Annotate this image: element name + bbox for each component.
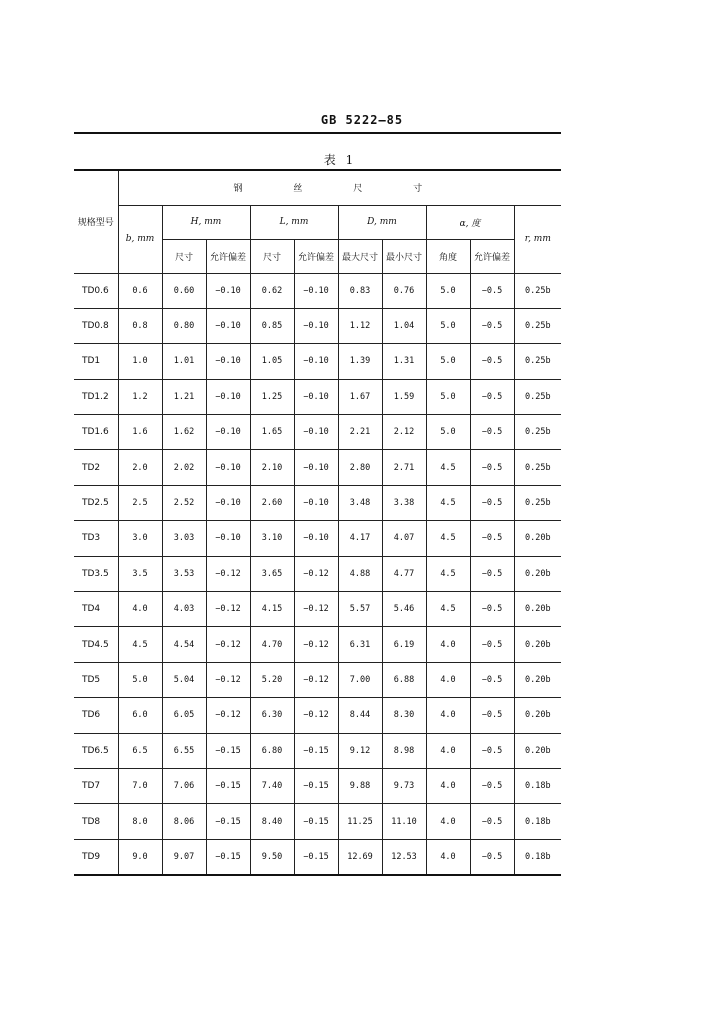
group-header: 钢 丝 尺 寸 <box>118 170 561 205</box>
alpha-tolerance-header: 允许偏差 <box>470 239 514 273</box>
table-cell: −0.10 <box>206 308 250 343</box>
table-cell: 0.25b <box>514 344 561 379</box>
table-cell: 1.0 <box>118 344 162 379</box>
table-cell: 8.06 <box>162 804 206 839</box>
model-cell: TD2.5 <box>74 485 118 520</box>
table-cell: 8.98 <box>382 733 426 768</box>
table-cell: 0.20b <box>514 556 561 591</box>
table-cell: −0.5 <box>470 627 514 662</box>
table-cell: −0.10 <box>294 450 338 485</box>
table-cell: 0.20b <box>514 592 561 627</box>
table-cell: −0.10 <box>294 521 338 556</box>
table-cell: 1.12 <box>338 308 382 343</box>
model-cell: TD1.6 <box>74 415 118 450</box>
table-cell: −0.12 <box>294 556 338 591</box>
table-cell: 2.12 <box>382 415 426 450</box>
table-cell: 0.20b <box>514 662 561 697</box>
table-cell: 0.6 <box>118 273 162 308</box>
table-row <box>74 485 561 520</box>
table-cell: −0.5 <box>470 768 514 803</box>
table-row <box>74 556 561 591</box>
table-cell: 0.20b <box>514 698 561 733</box>
table-cell: 1.62 <box>162 415 206 450</box>
header-rule <box>74 132 561 134</box>
table-cell: 1.25 <box>250 379 294 414</box>
table-cell: 0.20b <box>514 627 561 662</box>
model-cell: TD6 <box>74 698 118 733</box>
table-cell: 5.0 <box>426 308 470 343</box>
table-cell: −0.5 <box>470 273 514 308</box>
table-cell: 2.0 <box>118 450 162 485</box>
table-row <box>74 450 561 485</box>
table-cell: 2.71 <box>382 450 426 485</box>
table-cell: −0.12 <box>206 662 250 697</box>
table-cell: 4.0 <box>426 662 470 697</box>
table-row <box>74 768 561 803</box>
table-cell: 4.0 <box>118 592 162 627</box>
table-cell: 5.0 <box>426 344 470 379</box>
table-cell: 2.02 <box>162 450 206 485</box>
table-cell: 0.83 <box>338 273 382 308</box>
table-cell: 5.0 <box>426 415 470 450</box>
table-cell: 0.18b <box>514 768 561 803</box>
table-cell: 7.00 <box>338 662 382 697</box>
table-cell: 2.52 <box>162 485 206 520</box>
table-cell: 8.0 <box>118 804 162 839</box>
model-cell: TD4.5 <box>74 627 118 662</box>
table-cell: 4.54 <box>162 627 206 662</box>
header-row-units <box>74 205 561 239</box>
table-cell: 2.5 <box>118 485 162 520</box>
table-cell: 6.05 <box>162 698 206 733</box>
d-max-header: 最大尺寸 <box>338 239 382 273</box>
table-cell: 5.0 <box>426 273 470 308</box>
table-cell: −0.15 <box>206 768 250 803</box>
h-size-header: 尺寸 <box>162 239 206 273</box>
table-cell: 6.80 <box>250 733 294 768</box>
model-cell: TD7 <box>74 768 118 803</box>
table-row <box>74 662 561 697</box>
table-cell: −0.10 <box>206 485 250 520</box>
table-cell: 9.0 <box>118 839 162 875</box>
table-cell: 0.25b <box>514 308 561 343</box>
b-header: b, mm <box>118 205 162 273</box>
table-cell: 3.03 <box>162 521 206 556</box>
table-cell: −0.5 <box>470 521 514 556</box>
table-cell: 8.40 <box>250 804 294 839</box>
table-cell: 1.39 <box>338 344 382 379</box>
model-cell: TD2 <box>74 450 118 485</box>
table-cell: 6.19 <box>382 627 426 662</box>
table-cell: −0.10 <box>294 485 338 520</box>
table-cell: 4.17 <box>338 521 382 556</box>
table-title: 表 1 <box>323 153 357 167</box>
table-cell: 1.31 <box>382 344 426 379</box>
table-cell: −0.10 <box>294 379 338 414</box>
table-cell: 1.67 <box>338 379 382 414</box>
table-cell: 5.0 <box>118 662 162 697</box>
table-row <box>74 804 561 839</box>
table-cell: 8.44 <box>338 698 382 733</box>
table-cell: 4.03 <box>162 592 206 627</box>
table-cell: −0.10 <box>294 273 338 308</box>
table-cell: 4.5 <box>426 556 470 591</box>
r-header: r, mm <box>514 205 561 273</box>
table-cell: −0.12 <box>294 662 338 697</box>
table-cell: 2.10 <box>250 450 294 485</box>
l-tolerance-header: 允许偏差 <box>294 239 338 273</box>
table-cell: −0.10 <box>294 415 338 450</box>
model-cell: TD1.2 <box>74 379 118 414</box>
table-cell: 12.69 <box>338 839 382 875</box>
table-cell: −0.10 <box>206 273 250 308</box>
table-cell: 0.25b <box>514 450 561 485</box>
table-cell: 6.30 <box>250 698 294 733</box>
table-cell: 1.04 <box>382 308 426 343</box>
table-cell: −0.5 <box>470 804 514 839</box>
table-row <box>74 415 561 450</box>
table-cell: 4.0 <box>426 698 470 733</box>
table-cell: 4.0 <box>426 733 470 768</box>
table-cell: −0.5 <box>470 415 514 450</box>
table-cell: −0.15 <box>294 804 338 839</box>
table-cell: 5.57 <box>338 592 382 627</box>
model-cell: TD1 <box>74 344 118 379</box>
table-cell: 4.0 <box>426 768 470 803</box>
table-cell: 4.15 <box>250 592 294 627</box>
model-cell: TD0.6 <box>74 273 118 308</box>
table-cell: 0.60 <box>162 273 206 308</box>
table-cell: −0.5 <box>470 556 514 591</box>
model-cell: TD8 <box>74 804 118 839</box>
table-cell: −0.10 <box>206 521 250 556</box>
table-cell: 0.18b <box>514 839 561 875</box>
table-cell: −0.5 <box>470 308 514 343</box>
alpha-angle-header: 角度 <box>426 239 470 273</box>
table-cell: 4.0 <box>426 627 470 662</box>
table-cell: 0.25b <box>514 379 561 414</box>
table-cell: 4.5 <box>118 627 162 662</box>
table-row <box>74 627 561 662</box>
table-cell: −0.5 <box>470 485 514 520</box>
table-cell: −0.15 <box>206 804 250 839</box>
table-cell: 11.10 <box>382 804 426 839</box>
table-cell: 4.5 <box>426 485 470 520</box>
table-row <box>74 698 561 733</box>
table-cell: 1.65 <box>250 415 294 450</box>
table-cell: 7.06 <box>162 768 206 803</box>
table-cell: 6.88 <box>382 662 426 697</box>
table-row <box>74 308 561 343</box>
table-cell: 3.38 <box>382 485 426 520</box>
table-cell: 8.30 <box>382 698 426 733</box>
table-cell: 0.76 <box>382 273 426 308</box>
model-cell: TD3.5 <box>74 556 118 591</box>
table-row <box>74 839 561 875</box>
table-cell: −0.10 <box>294 344 338 379</box>
table-cell: 2.21 <box>338 415 382 450</box>
table-cell: 6.5 <box>118 733 162 768</box>
table-cell: 0.8 <box>118 308 162 343</box>
spec-table <box>74 169 561 876</box>
table-cell: 9.07 <box>162 839 206 875</box>
table-cell: 0.80 <box>162 308 206 343</box>
d-group-header: D, mm <box>338 205 426 239</box>
table-cell: −0.12 <box>206 592 250 627</box>
table-row <box>74 733 561 768</box>
table-cell: 5.04 <box>162 662 206 697</box>
table-cell: 4.5 <box>426 450 470 485</box>
table-row <box>74 379 561 414</box>
table-cell: 4.77 <box>382 556 426 591</box>
table-cell: 6.0 <box>118 698 162 733</box>
table-cell: 2.80 <box>338 450 382 485</box>
model-cell: TD4 <box>74 592 118 627</box>
table-cell: 4.07 <box>382 521 426 556</box>
table-cell: −0.12 <box>294 627 338 662</box>
table-cell: 9.88 <box>338 768 382 803</box>
table-row <box>74 344 561 379</box>
table-cell: −0.15 <box>294 733 338 768</box>
table-cell: 1.21 <box>162 379 206 414</box>
table-cell: −0.5 <box>470 379 514 414</box>
table-cell: 5.46 <box>382 592 426 627</box>
table-cell: 0.25b <box>514 485 561 520</box>
table-cell: 1.2 <box>118 379 162 414</box>
table-cell: 3.48 <box>338 485 382 520</box>
table-cell: 9.50 <box>250 839 294 875</box>
table-cell: 3.53 <box>162 556 206 591</box>
table-cell: 0.25b <box>514 415 561 450</box>
table-cell: −0.10 <box>206 344 250 379</box>
table-cell: 0.85 <box>250 308 294 343</box>
table-cell: 6.31 <box>338 627 382 662</box>
model-cell: TD0.8 <box>74 308 118 343</box>
table-cell: −0.12 <box>294 592 338 627</box>
table-cell: −0.10 <box>206 415 250 450</box>
table-cell: 3.10 <box>250 521 294 556</box>
model-cell: TD3 <box>74 521 118 556</box>
l-size-header: 尺寸 <box>250 239 294 273</box>
table-cell: −0.12 <box>206 627 250 662</box>
model-header: 规格型号 <box>74 170 118 273</box>
table-cell: −0.5 <box>470 733 514 768</box>
table-cell: −0.5 <box>470 344 514 379</box>
table-cell: 1.6 <box>118 415 162 450</box>
document-header: GB 5222—85 <box>320 113 404 127</box>
d-min-header: 最小尺寸 <box>382 239 426 273</box>
table-cell: −0.5 <box>470 592 514 627</box>
table-cell: 5.0 <box>426 379 470 414</box>
table-cell: 12.53 <box>382 839 426 875</box>
table-row <box>74 273 561 308</box>
table-cell: 0.62 <box>250 273 294 308</box>
table-cell: 9.12 <box>338 733 382 768</box>
table-cell: 7.0 <box>118 768 162 803</box>
table-row <box>74 521 561 556</box>
table-cell: −0.15 <box>206 733 250 768</box>
table-cell: 4.70 <box>250 627 294 662</box>
table-cell: −0.5 <box>470 698 514 733</box>
header-row-group <box>74 170 561 205</box>
table-cell: −0.12 <box>294 698 338 733</box>
model-cell: TD5 <box>74 662 118 697</box>
table-cell: −0.15 <box>294 768 338 803</box>
table-cell: 11.25 <box>338 804 382 839</box>
table-cell: 4.0 <box>426 839 470 875</box>
l-group-header: L, mm <box>250 205 338 239</box>
table-cell: 5.20 <box>250 662 294 697</box>
table-cell: −0.12 <box>206 698 250 733</box>
h-group-header: H, mm <box>162 205 250 239</box>
table-row <box>74 592 561 627</box>
table-cell: −0.12 <box>206 556 250 591</box>
table-cell: −0.5 <box>470 839 514 875</box>
table-cell: 2.60 <box>250 485 294 520</box>
table-cell: 4.0 <box>426 804 470 839</box>
table-body <box>74 273 561 875</box>
table-cell: 0.18b <box>514 804 561 839</box>
table-cell: 0.20b <box>514 733 561 768</box>
table-cell: −0.10 <box>206 379 250 414</box>
table-cell: 0.20b <box>514 521 561 556</box>
model-cell: TD6.5 <box>74 733 118 768</box>
table-cell: −0.5 <box>470 450 514 485</box>
h-tolerance-header: 允许偏差 <box>206 239 250 273</box>
alpha-group-header: α, 度 <box>426 205 514 239</box>
table-cell: 3.65 <box>250 556 294 591</box>
table-cell: −0.5 <box>470 662 514 697</box>
table-cell: 1.01 <box>162 344 206 379</box>
table-cell: 9.73 <box>382 768 426 803</box>
table-cell: 4.88 <box>338 556 382 591</box>
table-cell: −0.15 <box>294 839 338 875</box>
table-cell: 7.40 <box>250 768 294 803</box>
table-cell: 0.25b <box>514 273 561 308</box>
table-cell: 4.5 <box>426 521 470 556</box>
table-cell: 4.5 <box>426 592 470 627</box>
table-cell: 3.0 <box>118 521 162 556</box>
table-cell: 6.55 <box>162 733 206 768</box>
model-cell: TD9 <box>74 839 118 875</box>
table-cell: −0.15 <box>206 839 250 875</box>
table-cell: −0.10 <box>206 450 250 485</box>
table-cell: 1.59 <box>382 379 426 414</box>
table-cell: 1.05 <box>250 344 294 379</box>
table-cell: 3.5 <box>118 556 162 591</box>
table-cell: −0.10 <box>294 308 338 343</box>
